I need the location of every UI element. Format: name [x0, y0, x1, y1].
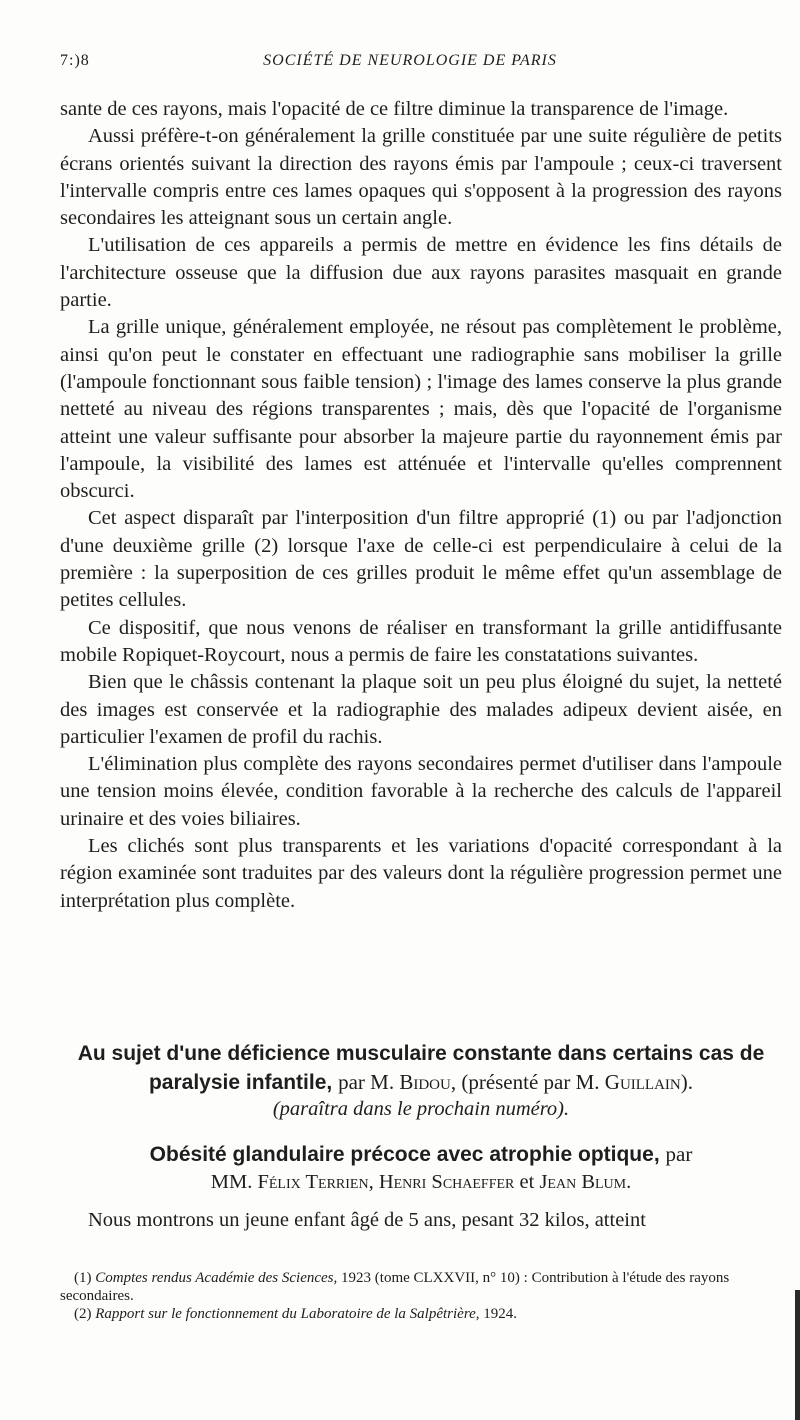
page-header: [60, 52, 760, 78]
byline: [338, 1070, 693, 1094]
author-names: Félix Terrien, Henri Schaeffer: [257, 1171, 515, 1193]
footnote-mark: (2): [74, 1306, 92, 1322]
paragraph: L'élimination plus complète des rayons secondaires permet d'utiliser dans l'ampoule une tension moins élevée, condition favorable à la recherche des calculs de l'appareil urinaire et des voies biliaires.: [60, 753, 782, 830]
paragraph: La grille unique, généralement employée, ne résout pas complètement le problème, ainsi qu'on peut le constater en effectuant une radiographie sans mobiliser la grille (l'ampoule fonctionnant sous faible tension) ; l'image des lames conserve la plus grande netteté au niveau des régions transparentes ; mais, dès que l'opacité de l'organisme atteint une valeur suffisante pour absorber la majeure partie du rayonnement émis par l'ampoule, la visibilité des lames est atténuée et l'intervalle qu'elles comprennent obscurci.: [60, 316, 782, 503]
authors-prefix: MM.: [210, 1171, 253, 1193]
paragraph: Aussi préfère-t-on généralement la grille constituée par une suite régulière de petits écrans orientés suivant la direction des rayons émis par l'ampoule ; ceux-ci traversent l'intervalle compris entre ces lames opaques qui s'opposent à la progression des rayons secondaires les atteignant sous un certain angle.: [60, 125, 782, 230]
article-body: [60, 96, 782, 915]
running-title: SOCIÉTÉ DE NEUROLOGIE DE PARIS: [263, 52, 557, 69]
footnote-detail: 1923 (tome CLXXVII, n° 10) : Contribution à l'étude des rayons secondaires.: [60, 1270, 730, 1304]
section-heading-obesite: [60, 1140, 782, 1169]
page-number: 7:)8: [60, 52, 90, 69]
footnotes: [60, 1270, 782, 1325]
author-name: Bidou,: [399, 1070, 457, 1094]
footnote-mark: (1): [74, 1270, 92, 1286]
publication-note: (paraîtra dans le prochain numéro).: [272, 1098, 570, 1120]
presenter-name: Guillain: [604, 1070, 681, 1094]
by-text: par M.: [338, 1070, 395, 1094]
paragraph: sante de ces rayons, mais l'opacité de ce filtre diminue la transparence de l'image.: [60, 98, 729, 120]
presented-end: ).: [680, 1070, 694, 1094]
section-heading-paralysie: [60, 1040, 782, 1097]
footnote-detail: 1924.: [483, 1306, 518, 1322]
section-opening-line: Nous montrons un jeune enfant âgé de 5 ans, pesant 32 kilos, atteint: [88, 1209, 646, 1231]
paragraph: Cet aspect disparaît par l'interposition d'un filtre approprié (1) ou par l'adjonction d'une deuxième grille (2) lorsque l'axe de celle-ci est perpendiculaire à celui de la première : la superposition de ces grilles produit le même effet qu'un assemblage de petites cellules.: [60, 507, 782, 612]
footnote: [60, 1306, 782, 1324]
paragraph: Ce dispositif, que nous venons de réaliser en transformant la grille antidiffusante mobile Ropiquet-Roycourt, nous a permis de faire les constatations suivantes.: [60, 616, 782, 666]
section-title: Obésité glandulaire précoce avec atrophie optique,: [149, 1143, 660, 1166]
footnote-source: Rapport sur le fonctionnement du Laboratoire de la Salpêtrière,: [95, 1306, 480, 1322]
paragraph: Les clichés sont plus transparents et les variations d'opacité correspondant à la région examinée sont traduites par des valeurs dont la régulière progression permet une interprétation plus complète.: [60, 835, 782, 912]
by-text: par: [665, 1142, 693, 1166]
authors-line: [60, 1168, 782, 1196]
section-title: Au sujet d'une déficience musculaire constante dans certains cas de paralysie infantile,: [77, 1042, 765, 1094]
conjunction: et: [519, 1171, 535, 1193]
paragraph: L'utilisation de ces appareils a permis de mettre en évidence les fins détails de l'architecture osseuse que la diffusion due aux rayons parasites masquait en grande partie.: [60, 234, 782, 312]
footnote: [60, 1270, 782, 1305]
paragraph: Bien que le châssis contenant la plaque soit un peu plus éloigné du sujet, la netteté des images est conservée et la radiographie des malades adipeux devient aisée, en particulier l'examen de profil du rachis.: [60, 671, 782, 748]
presented-text: (présenté par M.: [461, 1070, 600, 1094]
scan-edge-shadow: [795, 1290, 800, 1420]
author-name: Jean Blum.: [539, 1171, 632, 1193]
footnote-source: Comptes rendus Académie des Sciences,: [95, 1270, 338, 1286]
